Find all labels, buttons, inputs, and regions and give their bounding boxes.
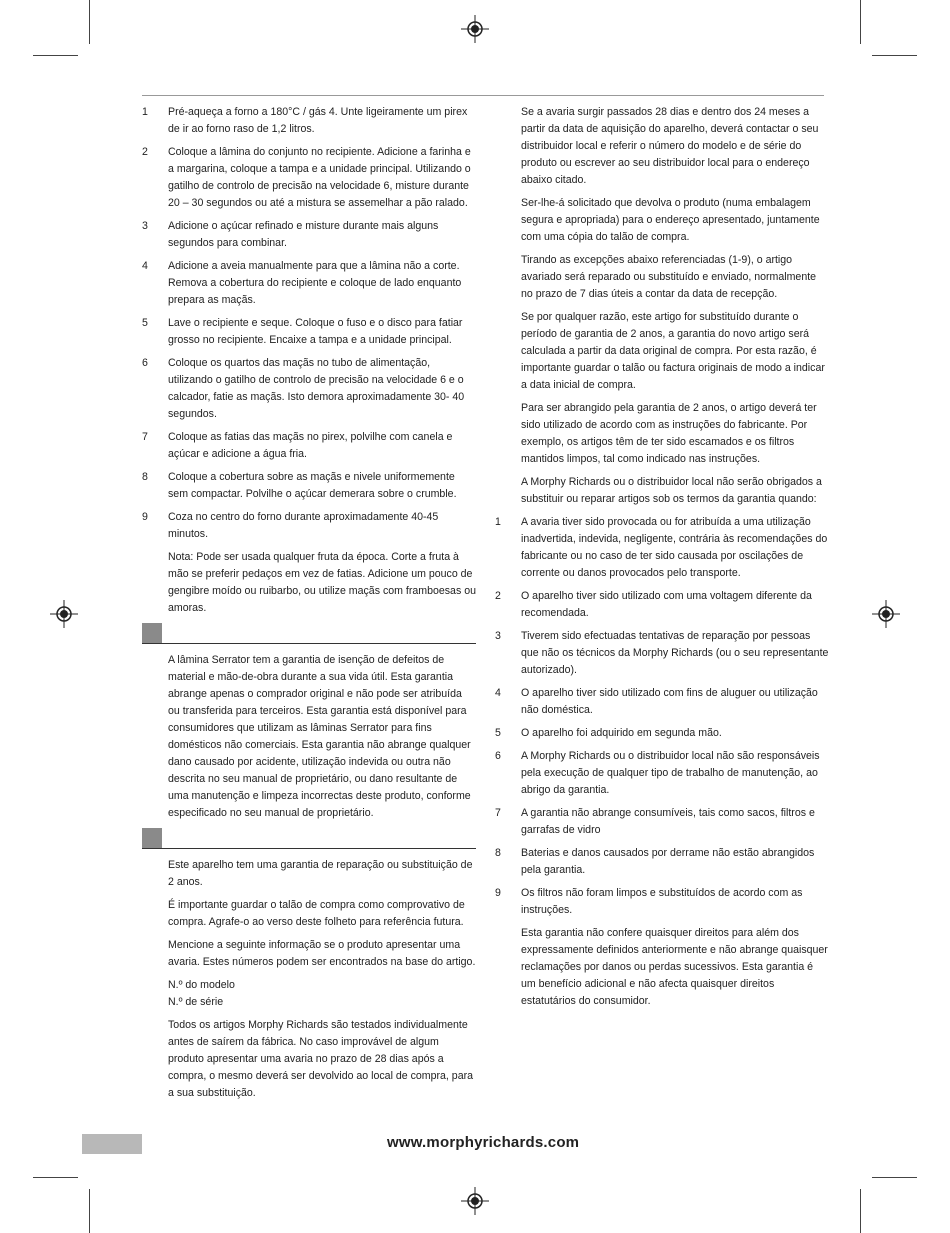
registration-mark-icon <box>50 600 78 628</box>
step-number: 5 <box>142 317 148 329</box>
website-url: www.morphyrichards.com <box>387 1134 580 1151</box>
step-number: 2 <box>142 146 148 158</box>
registration-mark-icon <box>872 600 900 628</box>
exception-text: A avaria tiver sido provocada ou for atribuída a uma utilização inadvertida, indevida, negligente, contrária às recomendações do fabricante ou no caso de ter sido causada por oscilações de corrente ou danos provocados pelo transporte. <box>521 516 828 579</box>
warranty-paragraph: Todos os artigos Morphy Richards são testados individualmente antes de saírem da fábrica. No caso improvável de algum produto apresentar uma avaria no prazo de 28 dias após a compra, o mesmo deverá ser devolvido ao local de compra, para a sua substituição. <box>168 1019 474 1099</box>
step-number: 7 <box>142 431 148 443</box>
exception-number: 2 <box>495 590 501 602</box>
right-column <box>495 104 829 1016</box>
exception-text: O aparelho tiver sido utilizado com uma voltagem diferente da recomendada. <box>521 590 812 619</box>
list-item <box>142 469 476 503</box>
step-text: Coloque a lâmina do conjunto no recipiente. Adicione a farinha e a margarina, coloque a tampa e a unidade principal. Utilizando o gatilho de controlo de precisão na velocidade 6, misture durante 20 – 30 segundos ou até a mistura se assemelhar a pão ralado. <box>168 146 471 209</box>
crop-mark <box>33 1177 78 1178</box>
section-marker <box>142 623 162 643</box>
list-item <box>142 258 476 309</box>
model-number-label: N.º do modelo <box>168 979 235 991</box>
list-item <box>495 628 829 679</box>
step-number: 4 <box>142 260 148 272</box>
crop-mark <box>860 0 861 44</box>
step-text: Coloque os quartos das maçãs no tubo de alimentação, utilizando o gatilho de controlo de precisão na velocidade 6 e o calcador, fatie as maçãs. Isto demora aproximadamente 30- 40 segundos. <box>168 357 465 420</box>
page-number-bar <box>82 1134 142 1154</box>
crop-mark <box>872 55 917 56</box>
warranty-paragraph: Ser-lhe-á solicitado que devolva o produto (numa embalagem segura e apropriada) para o endereço apresentado, juntamente com uma cópia do talão de compra. <box>521 197 820 243</box>
list-item <box>142 315 476 349</box>
crop-mark <box>860 1189 861 1233</box>
warranty-paragraph: É importante guardar o talão de compra como comprovativo de compra. Agrafe-o ao verso deste folheto para referência futura. <box>168 899 465 928</box>
step-text: Coloque a cobertura sobre as maçãs e nivele uniformemente sem compactar. Polvilhe o açúcar demerara sobre o crumble. <box>168 471 457 500</box>
step-text: Lave o recipiente e seque. Coloque o fuso e o disco para fatiar grosso no recipiente. Encaixe a tampa e a unidade principal. <box>168 317 463 346</box>
step-number: 9 <box>142 511 148 523</box>
exception-text: O aparelho tiver sido utilizado com fins de aluguer ou utilização não doméstica. <box>521 687 818 716</box>
step-number: 1 <box>142 106 148 118</box>
list-item <box>495 514 829 582</box>
step-text: Coloque as fatias das maçãs no pirex, polvilhe com canela e açúcar e adicione a água fria. <box>168 431 453 460</box>
warranty-paragraph: A Morphy Richards ou o distribuidor local não serão obrigados a substituir ou reparar artigos sob os termos da garantia quando: <box>521 476 822 505</box>
exception-number: 5 <box>495 727 501 739</box>
warranty-paragraph: Mencione a seguinte informação se o produto apresentar uma avaria. Estes números podem ser encontrados na base do artigo. <box>168 939 476 968</box>
model-serial-labels <box>142 977 476 1011</box>
list-item <box>495 748 829 799</box>
top-rule <box>142 95 824 96</box>
list-item <box>495 885 829 919</box>
recipe-note: Nota: Pode ser usada qualquer fruta da época. Corte a fruta à mão se preferir pedaços em vez de fatias. Adicione um pouco de gengibre moído ou ruibarbo, ou utilize maçãs com framboesas ou amoras. <box>168 551 476 614</box>
serial-number-label: N.º de série <box>168 996 224 1008</box>
exception-number: 1 <box>495 516 501 528</box>
step-text: Adicione o açúcar refinado e misture durante mais alguns segundos para combinar. <box>168 220 439 249</box>
crop-mark <box>89 1189 90 1233</box>
list-item <box>142 144 476 212</box>
section-header-serrator <box>142 623 476 644</box>
list-item <box>495 588 829 622</box>
exception-text: A garantia não abrange consumíveis, tais como sacos, filtros e garrafas de vidro <box>521 807 815 836</box>
exception-text: Baterias e danos causados por derrame não estão abrangidos pela garantia. <box>521 847 815 876</box>
exception-number: 3 <box>495 630 501 642</box>
list-item <box>142 218 476 252</box>
exceptions-list <box>495 514 829 919</box>
warranty-paragraph: Se a avaria surgir passados 28 dias e dentro dos 24 meses a partir da data de aquisição do aparelho, deverá contactar o seu distribuidor local e referir o número do modelo e de série do produto ou escrever ao seu distribuidor local para o endereço abaixo citado. <box>521 106 819 186</box>
list-item <box>495 805 829 839</box>
list-item <box>495 725 829 742</box>
crop-mark <box>33 55 78 56</box>
exception-text: Os filtros não foram limpos e substituídos de acordo com as instruções. <box>521 887 803 916</box>
left-column <box>142 104 476 1108</box>
recipe-steps <box>142 104 476 543</box>
exception-number: 6 <box>495 750 501 762</box>
list-item <box>142 429 476 463</box>
registration-mark-icon <box>461 1187 489 1215</box>
warranty-paragraph: Se por qualquer razão, este artigo for substituído durante o período de garantia de 2 anos, a garantia do novo artigo será calculada a partir da data original de compra. Por esta razão, é importante guardar o talão ou factura originais de modo a indicar a data inicial de compra. <box>521 311 825 391</box>
exception-text: A Morphy Richards ou o distribuidor local não são responsáveis pela execução de qualquer tipo de trabalho de manutenção, ao abrigo da garantia. <box>521 750 820 796</box>
registration-mark-icon <box>461 15 489 43</box>
crop-mark <box>872 1177 917 1178</box>
crop-mark <box>89 0 90 44</box>
step-text: Pré-aqueça a forno a 180°C / gás 4. Unte ligeiramente um pirex de ir ao forno raso de 1,2 litros. <box>168 106 468 135</box>
warranty-paragraph: Este aparelho tem uma garantia de reparação ou substituição de 2 anos. <box>168 859 473 888</box>
warranty-paragraph: Para ser abrangido pela garantia de 2 anos, o artigo deverá ter sido utilizado de acordo com as instruções do fabricante. Por exemplo, os artigos têm de ter sido escamados e os filtros mantidos limpos, tal como indicado nas instruções. <box>521 402 817 465</box>
section-header-warranty <box>142 828 476 849</box>
serrator-guarantee-text: A lâmina Serrator tem a garantia de isenção de defeitos de material e mão-de-obra durante a sua vida útil. Esta garantia abrange apenas o comprador original e não pode ser atribuída ou transferida para terceiros. Esta garantia está disponível para consumidores que utilizam as lâminas Serrator para fins domésticos não comerciais. Esta garantia não abrange qualquer dano causado por acidente, utilização indevida ou outra não descrita no seu manual de proprietário, ou dano resultante de uma manutenção e limpeza incorrectas deste produto, conforme especificado no seu manual de proprietário. <box>168 654 471 819</box>
warranty-paragraph: Tirando as excepções abaixo referenciadas (1-9), o artigo avariado será reparado ou substituído e enviado, normalmente no prazo de 7 dias úteis a contar da data de recepção. <box>521 254 817 300</box>
exception-number: 4 <box>495 687 501 699</box>
warranty-final-paragraph: Esta garantia não confere quaisquer direitos para além dos expressamente definidos anteriormente e não abrange quaisquer reclamações por danos ou perdas sucessivos. Esta garantia é um benefício adicional e não afecta quaisquer direitos estatutários do consumidor. <box>521 927 828 1007</box>
step-text: Adicione a aveia manualmente para que a lâmina não a corte. Remova a cobertura do recipiente e coloque de lado enquanto prepara as maçãs. <box>168 260 462 306</box>
exception-number: 7 <box>495 807 501 819</box>
step-text: Coza no centro do forno durante aproximadamente 40-45 minutos. <box>168 511 439 540</box>
list-item <box>142 104 476 138</box>
step-number: 3 <box>142 220 148 232</box>
step-number: 6 <box>142 357 148 369</box>
list-item <box>142 509 476 543</box>
exception-text: O aparelho foi adquirido em segunda mão. <box>521 727 722 739</box>
list-item <box>495 845 829 879</box>
list-item <box>495 685 829 719</box>
list-item <box>142 355 476 423</box>
exception-number: 8 <box>495 847 501 859</box>
exception-number: 9 <box>495 887 501 899</box>
step-number: 8 <box>142 471 148 483</box>
section-marker <box>142 828 162 848</box>
exception-text: Tiverem sido efectuadas tentativas de reparação por pessoas que não os técnicos da Morphy Richards (ou o seu representante autorizado). <box>521 630 829 676</box>
